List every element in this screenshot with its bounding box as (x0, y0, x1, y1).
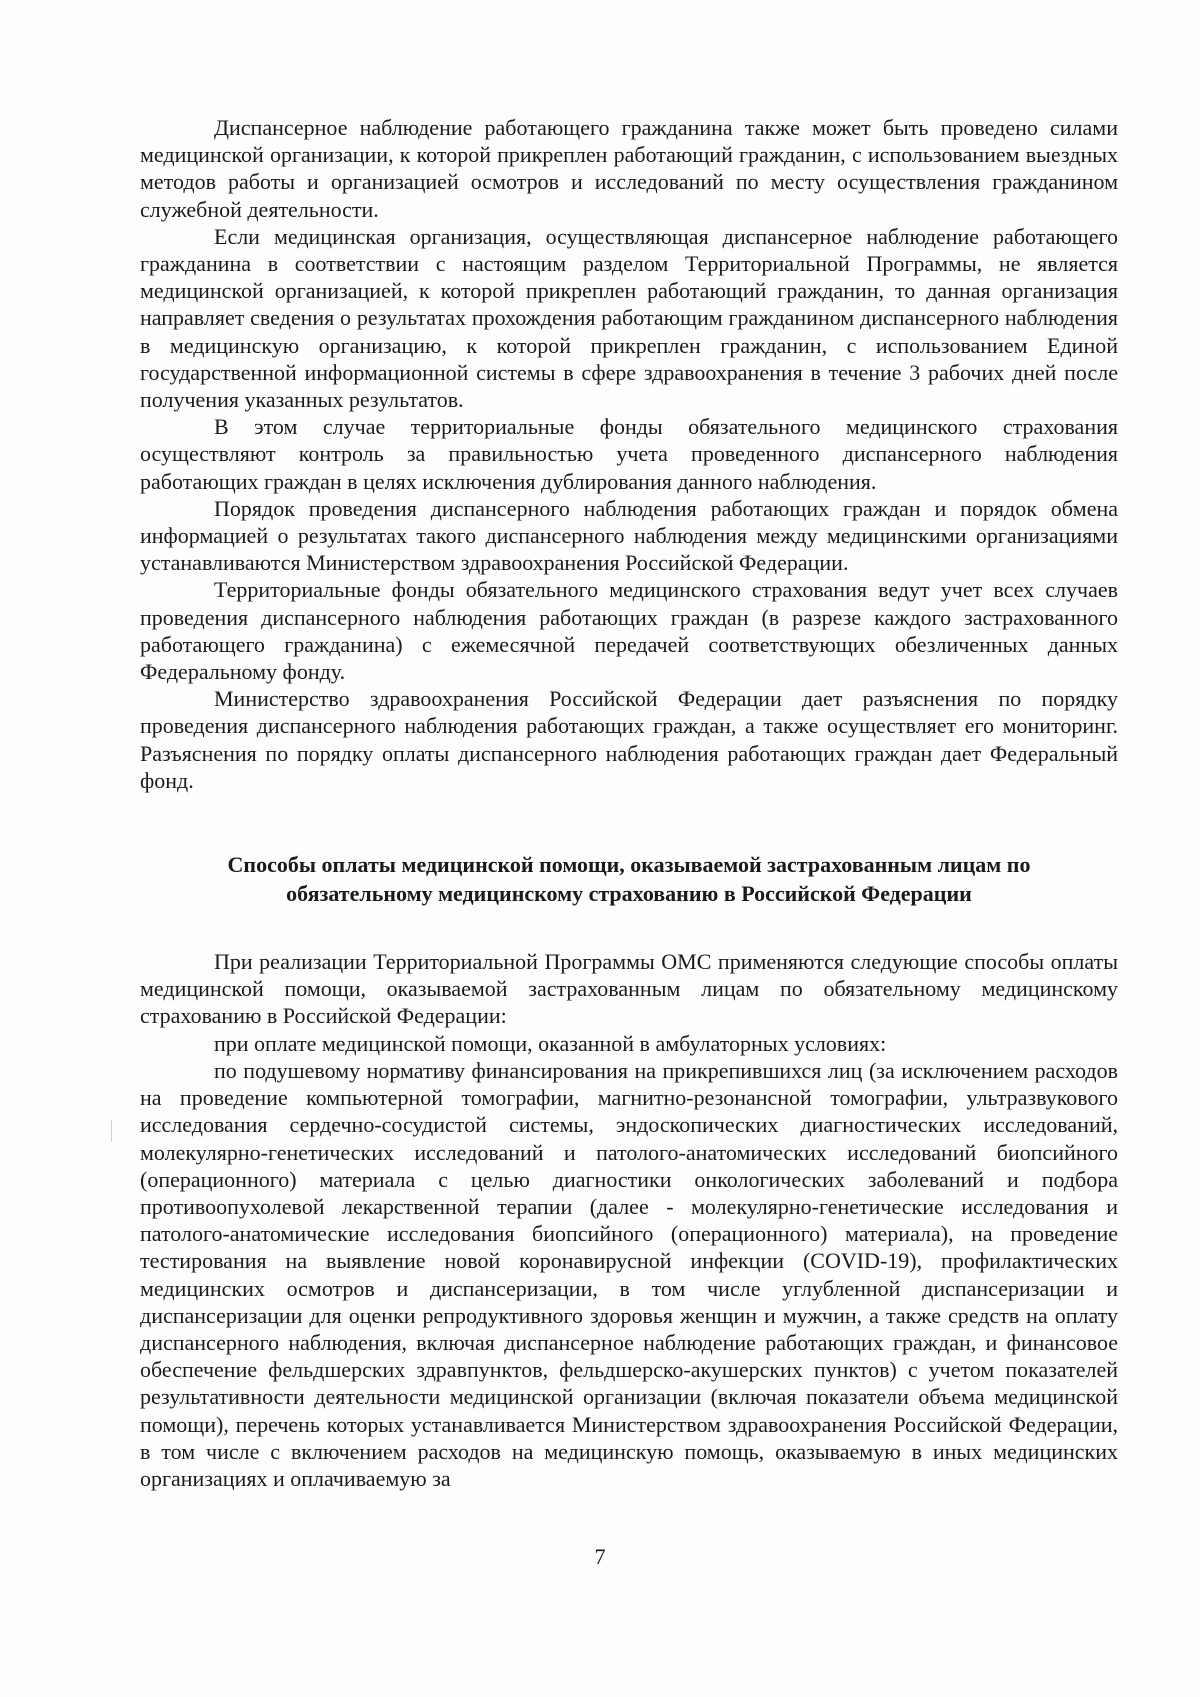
paragraph-dispensary-work: Диспансерное наблюдение работающего гражданина также может быть проведено силами медицинской организации, к которой прикреплен работающий гражданин, с использованием выездных методов работы и организацией осмотров и исследований по месту осуществления гражданином служебной деятельности. (140, 115, 1118, 222)
spacer (140, 908, 1118, 948)
paragraph-outpatient: при оплате медицинской помощи, оказанной в амбулаторных условиях: (214, 1030, 887, 1056)
paragraph-procedure: Порядок проведения диспансерного наблюдения работающих граждан и порядок обмена информацией о результатах такого диспансерного наблюдения между медицинскими организациями устанавливаются Министерством здравоохранения Российской Федерации. (140, 495, 1118, 576)
paragraph-ministry-explanations: Министерство здравоохранения Российской Федерации дает разъяснения по порядку проведения диспансерного наблюдения работающих граждан, а также осуществляет его мониторинг. Разъяснения по порядку оплаты диспансерного наблюдения работающих граждан дает Федеральный фонд. (140, 686, 1118, 793)
paragraph-payment-methods-intro: При реализации Территориальной Программы ОМС применяются следующие способы оплаты медицинской помощи, оказываемой застрахованным лицам по обязательному медицинскому страхованию в Российской Федерации: (140, 949, 1118, 1029)
paragraph-if-organization: Если медицинская организация, осуществляющая диспансерное наблюдение работающего гражданина в соответствии с настоящим разделом Территориальной Программы, не является медицинской организацией, к которой прикреплен работающий гражданин, то данная организация направляет сведения о результатах прохождения работающим гражданином диспансерного наблюдения в медицинскую организацию, к которой прикреплен гражданин, с использованием Единой государственной информационной системы в сфере здравоохранения в течение 3 рабочих дней после получения указанных результатов. (140, 223, 1118, 413)
section-heading-line-2: обязательному медицинскому страхованию в Российской Федерации (286, 881, 972, 907)
section-heading-line-1: Способы оплаты медицинской помощи, оказываемой застрахованным лицам по (227, 852, 1031, 878)
paragraph-per-capita: по подушевому нормативу финансирования на прикрепившихся лиц (за исключением расходов на проведение компьютерной томографии, магнитно-резонансной томографии, ультразвукового исследования сердечно-сосудистой системы, эндоскопических диагностических исследований, молекулярно-генетических исследований и патолого-анатомических исследований биопсийного (операционного) материала с целью диагностики онкологических заболеваний и подбора противоопухолевой лекарственной терапии (далее - молекулярно-генетические исследования и патолого-анатомические исследования биопсийного (операционного) материала), на проведение тестирования на выявление новой коронавирусной инфекции (COVID-19), профилактических медицинских осмотров и диспансеризации, в том числе углубленной диспансеризации и диспансеризации для оценки репродуктивного здоровья женщин и мужчин, а также средств на оплату диспансерного наблюдения, включая диспансерное наблюдение работающих граждан, и финансовое обеспечение фельдшерских здравпунктов, фельдшерско-акушерских пунктов) с учетом показателей результативности деятельности медицинской организации (включая показатели объема медицинской помощи), перечень которых устанавливается Министерством здравоохранения Российской Федерации, в том числе с включением расходов на медицинскую помощь, оказываемую в иных медицинских организациях и оплачиваемую за (140, 1057, 1118, 1491)
paragraph-funds-control: В этом случае территориальные фонды обязательного медицинского страхования осуществляют контроль за правильностью учета проведенного диспансерного наблюдения работающих граждан в целях исключения дублирования данного наблюдения. (140, 414, 1118, 494)
spacer (140, 794, 1118, 850)
page-number: 7 (594, 1544, 606, 1569)
paragraph-funds-accounting: Территориальные фонды обязательного медицинского страхования ведут учет всех случаев проведения диспансерного наблюдения работающих граждан (в разрезе каждого застрахованного работающего гражданина) с ежемесячной передачей соответствующих обезличенных данных Федеральному фонду. (140, 577, 1118, 685)
scan-artifact (111, 1120, 112, 1142)
document-body (140, 114, 1118, 1492)
